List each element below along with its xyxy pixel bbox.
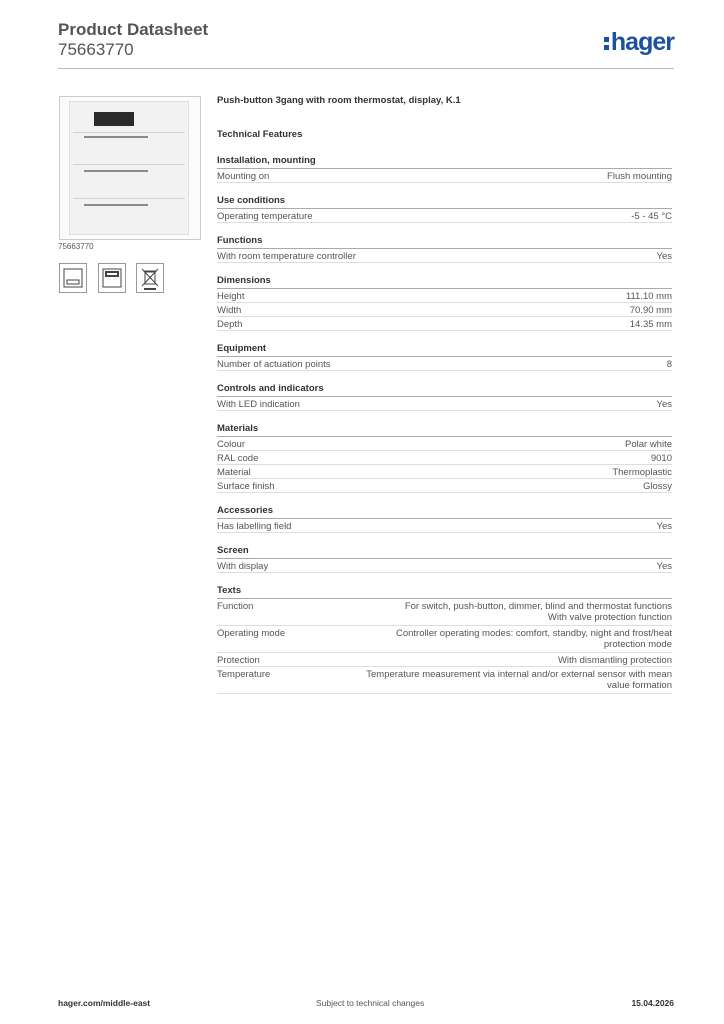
feature-label: Function bbox=[217, 601, 254, 612]
feature-sections bbox=[217, 154, 672, 694]
feature-row bbox=[217, 209, 672, 223]
feature-label: Width bbox=[217, 305, 242, 316]
push-button-device-illustration bbox=[69, 101, 189, 235]
feature-section bbox=[217, 342, 672, 371]
section-title: Controls and indicators bbox=[217, 382, 672, 397]
feature-label: Has labelling field bbox=[217, 521, 292, 532]
device-divider bbox=[73, 132, 185, 133]
product-image bbox=[59, 96, 201, 240]
feature-label: Height bbox=[217, 291, 245, 302]
feature-value: Yes bbox=[656, 521, 672, 532]
feature-row bbox=[217, 626, 672, 653]
section-title: Materials bbox=[217, 422, 672, 437]
device-led-bar bbox=[84, 170, 148, 172]
feature-value: -5 - 45 °C bbox=[631, 211, 672, 222]
feature-value: Polar white bbox=[625, 439, 672, 450]
section-title: Use conditions bbox=[217, 194, 672, 209]
technical-features bbox=[217, 93, 672, 705]
feature-value: Yes bbox=[656, 251, 672, 262]
feature-section bbox=[217, 194, 672, 223]
feature-label: Temperature bbox=[217, 669, 271, 680]
page-header bbox=[58, 20, 208, 60]
feature-row bbox=[217, 479, 672, 493]
feature-label: Mounting on bbox=[217, 171, 270, 182]
document-title: Product Datasheet bbox=[58, 20, 209, 39]
feature-row bbox=[217, 303, 672, 317]
feature-row bbox=[217, 289, 672, 303]
footer-date: 15.04.2026 bbox=[631, 998, 674, 1008]
feature-row bbox=[217, 667, 672, 694]
feature-value: 111.10 mm bbox=[625, 291, 672, 302]
section-title: Texts bbox=[217, 584, 672, 599]
feature-section bbox=[217, 544, 672, 573]
section-title: Screen bbox=[217, 544, 672, 559]
section-title: Functions bbox=[217, 234, 672, 249]
feature-value: Temperature measurement via internal and/or external sensor with mean value formation bbox=[366, 669, 672, 691]
feature-row bbox=[217, 437, 672, 451]
feature-value: Yes bbox=[656, 399, 672, 410]
product-number: 75663770 bbox=[58, 40, 134, 59]
device-led-bar bbox=[84, 204, 148, 206]
feature-row bbox=[217, 559, 672, 573]
device-divider bbox=[73, 164, 185, 165]
product-name: Push-button 3gang with room thermostat, display, K.1 bbox=[217, 95, 461, 106]
feature-row bbox=[217, 397, 672, 411]
feature-label: Number of actuation points bbox=[217, 359, 331, 370]
header-divider bbox=[58, 68, 674, 69]
feature-row bbox=[217, 169, 672, 183]
feature-row bbox=[217, 317, 672, 331]
feature-value: For switch, push-button, dimmer, blind and thermostat functions With valve protection function bbox=[404, 601, 672, 623]
feature-label: With room temperature controller bbox=[217, 251, 356, 262]
feature-value: Yes bbox=[656, 561, 672, 572]
feature-label: Surface finish bbox=[217, 481, 275, 492]
feature-label: Operating temperature bbox=[217, 211, 313, 222]
logo-dots-icon bbox=[604, 33, 610, 53]
feature-row bbox=[217, 451, 672, 465]
section-title: Dimensions bbox=[217, 274, 672, 289]
weee-crossed-bin-icon bbox=[136, 263, 164, 293]
feature-value: Glossy bbox=[642, 481, 672, 492]
feature-section bbox=[217, 274, 672, 331]
feature-row bbox=[217, 599, 672, 626]
footer-website: hager.com/middle-east bbox=[58, 998, 151, 1008]
feature-section bbox=[217, 584, 672, 694]
feature-value: Thermoplastic bbox=[612, 467, 672, 478]
section-title: Installation, mounting bbox=[217, 154, 672, 169]
feature-row bbox=[217, 465, 672, 479]
feature-value: Controller operating modes: comfort, standby, night and frost/heat protection mode bbox=[395, 628, 672, 650]
footer-notice: Subject to technical changes bbox=[316, 998, 425, 1008]
display-symbol-icon bbox=[59, 263, 87, 293]
feature-row bbox=[217, 357, 672, 371]
feature-value: 9010 bbox=[650, 453, 672, 464]
feature-row bbox=[217, 653, 672, 667]
feature-value: Flush mounting bbox=[607, 171, 672, 182]
feature-row bbox=[217, 519, 672, 533]
feature-section bbox=[217, 234, 672, 263]
section-title: Accessories bbox=[217, 504, 672, 519]
feature-value: 8 bbox=[666, 359, 672, 370]
device-divider bbox=[73, 198, 185, 199]
feature-section bbox=[217, 504, 672, 533]
temperature-display-symbol-icon bbox=[98, 263, 126, 293]
feature-value: 70.90 mm bbox=[629, 305, 672, 316]
feature-label: RAL code bbox=[217, 453, 259, 464]
feature-label: Operating mode bbox=[217, 628, 286, 639]
feature-label: Colour bbox=[217, 439, 245, 450]
feature-value: 14.35 mm bbox=[629, 319, 672, 330]
feature-label: With display bbox=[217, 561, 269, 572]
feature-section bbox=[217, 422, 672, 493]
feature-section bbox=[217, 154, 672, 183]
section-title: Equipment bbox=[217, 342, 672, 357]
feature-value: With dismantling protection bbox=[557, 655, 672, 666]
feature-label: With LED indication bbox=[217, 399, 300, 410]
feature-label: Depth bbox=[217, 319, 243, 330]
feature-row bbox=[217, 249, 672, 263]
device-led-bar bbox=[84, 136, 148, 138]
feature-label: Material bbox=[217, 467, 251, 478]
features-title: Technical Features bbox=[217, 129, 303, 140]
hager-logo bbox=[604, 28, 674, 57]
logo-text: hager bbox=[610, 28, 674, 56]
feature-section bbox=[217, 382, 672, 411]
feature-label: Protection bbox=[217, 655, 260, 666]
device-display bbox=[94, 112, 134, 126]
image-caption: 75663770 bbox=[58, 242, 94, 251]
